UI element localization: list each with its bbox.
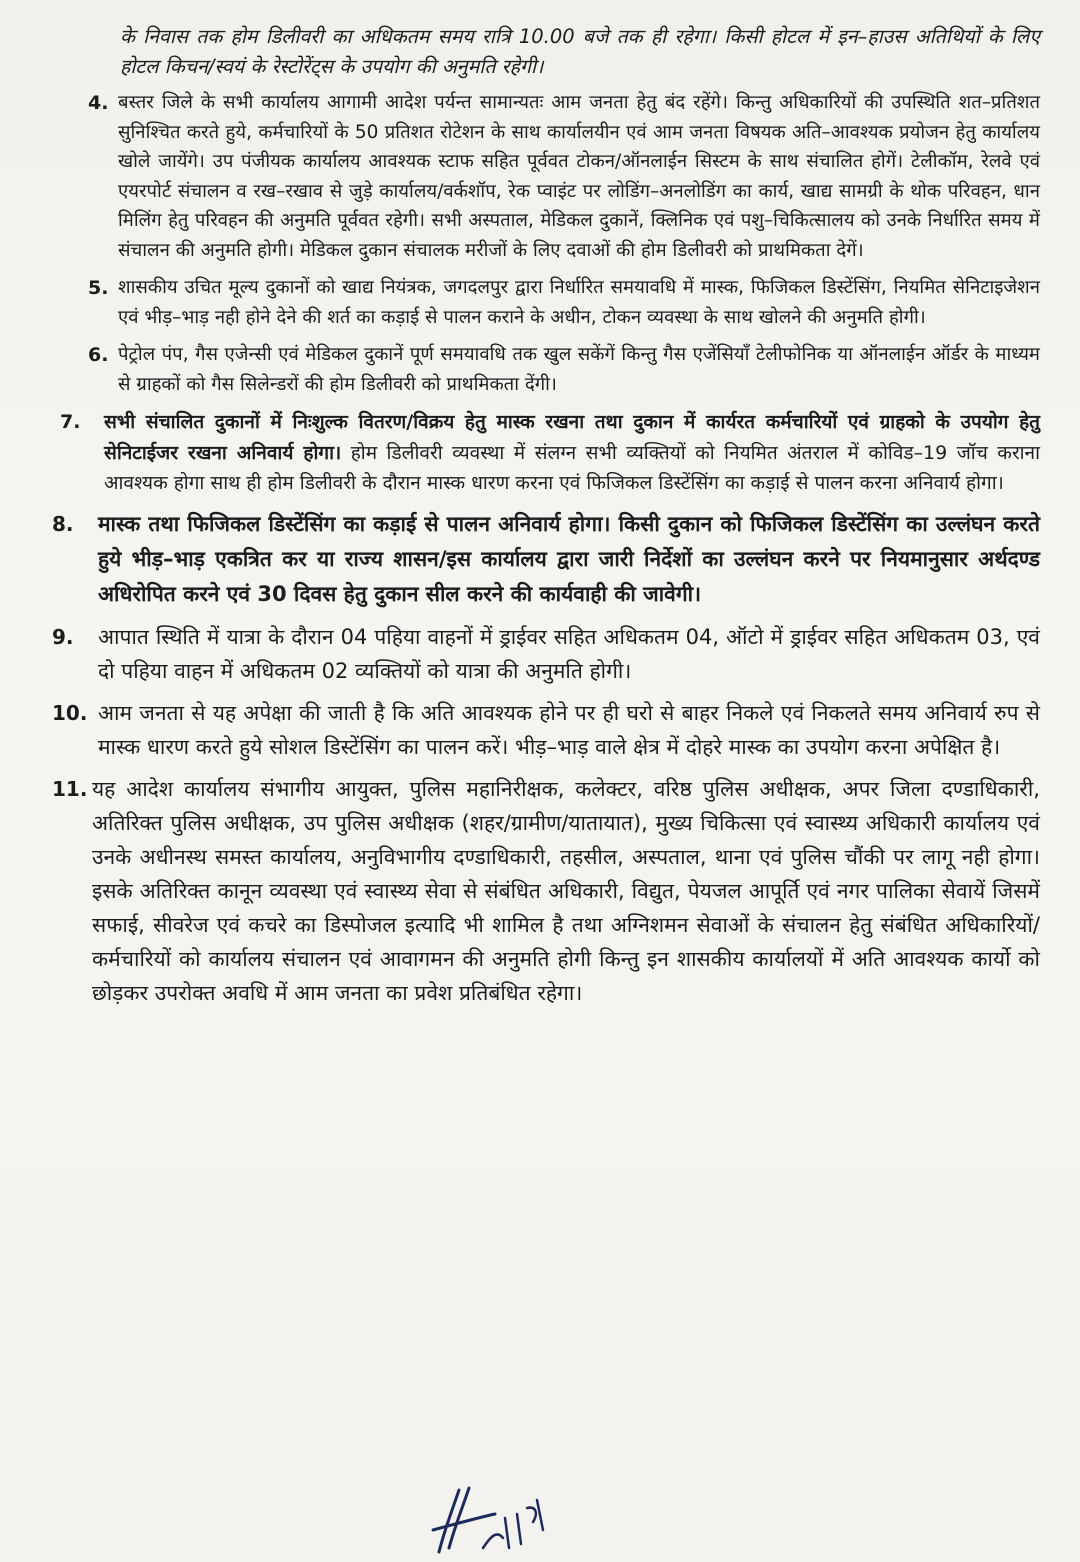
item-number: 4. [88,92,109,114]
item-text: शासकीय उचित मूल्य दुकानों को खाद्य नियंत्रक, जगदलपुर द्वारा निर्धारित समयावधि में मास्क, फिजिकल डिस्टेंसिंग, नियमित सेनिटाइजेशन एवं भीड़–भाड़ नही होने देने की शर्त का कड़ाई से पालन कराने के अधीन, टोकन व्यवस्था के साथ खोलने की अनुमति होगी। [118,277,1040,328]
list-item [52,620,1040,688]
signature [425,1478,565,1558]
list-item [52,407,1040,499]
item-number: 9. [52,624,74,649]
item-number: 11. [52,776,88,801]
item-text: यह आदेश कार्यालय संभागीय आयुक्त, पुलिस महानिरीक्षक, कलेक्टर, वरिष्ठ पुलिस अधीक्षक, अपर जिला दण्डाधिकारी, अतिरिक्त पुलिस अधीक्षक, उप पुलिस अधीक्षक (शहर/ग्रामीण/यातायात), मुख्य चिकित्सा एवं स्वास्थ्य अधिकारी कार्यालय एवं उनके अधीनस्थ समस्त कार्यालय, अनुविभागीय दण्डाधिकारी, तहसील, अस्पताल, थाना एवं पुलिस चौंकी पर लागू नही होगा। इसके अतिरिक्त कानून व्यवस्था एवं स्वास्थ्य सेवा से संबंधित अधिकारी, विद्युत, पेयजल आपूर्ति एवं नगर पालिका सेवायें जिसमें सफाई, सीवरेज एवं कचरे का डिस्पोजल इत्यादि भी शामिल है तथा अग्निशमन सेवाओं के संचालन हेतु संबंधित अधिकारियों/कर्मचारियों को कार्यालय संचालन एवं आवागमन की अनुमति होगी किन्तु इन शासकीय कार्यालयों में अति आवश्यक कार्यो को छोड़कर उपरोक्त अवधि में आम जनता का प्रवेश प्रतिबंधित रहेगा। [92,776,1040,1005]
list-item [52,696,1040,764]
item-number: 8. [52,511,74,536]
list-item [52,772,1040,1010]
item-number: 5. [88,277,109,299]
continuation-paragraph: के निवास तक होम डिलीवरी का अधिकतम समय रात्रि 10.00 बजे तक ही रहेगा। किसी होटल में इन–हाउस अतिथियों के लिए होटल किचन/स्वयं के रेस्टोरेंट्स के उपयोग की अनुमति रहेगी। [120,25,1040,78]
list-item [52,273,1040,332]
item-text: पेट्रोल पंप, गैस एजेन्सी एवं मेडिकल दुकानें पूर्ण समयावधि तक खुल सकेंगें किन्तु गैस एजेंसियाँ टेलीफोनिक या ऑनलाईन ऑर्डर के माध्यम से ग्राहकों को गैस सिलेन्डरों की होम डिलीवरी को प्राथमिकता देंगी। [118,344,1040,395]
item-number: 10. [52,700,88,725]
item-number: 7. [60,411,81,433]
item-text: आपात स्थिति में यात्रा के दौरान 04 पहिया वाहनों में ड्राईवर सहित अधिकतम 04, ऑटो में ड्राईवर सहित अधिकतम 03, एवं दो पहिया वाहन में अधिकतम 02 व्यक्तियों को यात्रा की अनुमति होगी। [98,624,1040,683]
item-regular-text: होम डिलीवरी व्यवस्था में संलग्न सभी व्यक्तियों को नियमित अंतराल में कोविड–19 जॉच कराना आवश्यक होगा साथ ही होम डिलीवरी के दौरान मास्क धारण करना एवं फिजिकल डिस्टेंसिंग का कड़ाई से पालन करना अनिवार्य होगा। [104,441,1040,494]
item-bold-text: सभी संचालित दुकानों में निःशुल्क वितरण/विक्रय हेतु मास्क रखना तथा दुकान में कार्यरत कर्मचारियों एवं ग्राहको के उपयोग हेतु सेनिटाईजर रखना अनिवार्य होगा। [104,411,1040,464]
item-text [104,407,1040,499]
list-item [52,88,1040,265]
item-text: बस्तर जिले के सभी कार्यालय आगामी आदेश पर्यन्त सामान्यतः आम जनता हेतु बंद रहेंगे। किन्तु अधिकारियों की उपस्थिति शत–प्रतिशत सुनिश्चित करते हुये, कर्मचारियों के 50 प्रतिशत रोटेशन के साथ कार्यालयीन एवं आम जनता विषयक अति–आवश्यक प्रयोजन हेतु कार्यालय खोले जायेंगे। उप पंजीयक कार्यालय आवश्यक स्टाफ सहित पूर्ववत टोकन/ऑनलाईन सिस्टम के साथ संचालित होगें। टेलीकॉम, रेलवे एवं एयरपोर्ट संचालन व रख–रखाव से जुड़े कार्यालय/वर्कशॉप, रेक प्वाइंट पर लोडिंग–अनलोडिंग का कार्य, खाद्य सामग्री के थोक परिवहन, धान मिलिंग हेतु परिवहन की अनुमति पूर्ववत रहेगी। सभी अस्पताल, मेडिकल दुकानें, क्लिनिक एवं पशु–चिकित्सालय को उनके निर्धारित समय में संचालन की अनुमति होगी। मेडिकल दुकान संचालक मरीजों के लिए दवाओं की होम डिलीवरी को प्राथमिकता देगें। [118,92,1040,261]
item-number: 6. [88,344,109,366]
item-bold-text: मास्क तथा फिजिकल डिस्टेंसिंग का कड़ाई से पालन अनिवार्य होगा। किसी दुकान को फिजिकल डिस्टेंसिंग का उल्लंघन करते हुये भीड़–भाड़ एकत्रित कर या राज्य शासन/इस कार्यालय द्वारा जारी निर्देशों का उल्लंघन करने पर नियमानुसार अर्थदण्ड अधिरोपित करने एवं 30 दिवस हेतु दुकान सील करने की कार्यवाही की जावेगी। [98,511,1040,606]
list-item [52,340,1040,399]
list-item [52,507,1040,612]
item-text: आम जनता से यह अपेक्षा की जाती है कि अति आवश्यक होने पर ही घरो से बाहर निकले एवं निकलते समय अनिवार्य रुप से मास्क धारण करते हुये सोशल डिस्टेंसिंग का पालन करें। भीड़–भाड़ वाले क्षेत्र में दोहरे मास्क का उपयोग करना अपेक्षित है। [98,700,1040,759]
